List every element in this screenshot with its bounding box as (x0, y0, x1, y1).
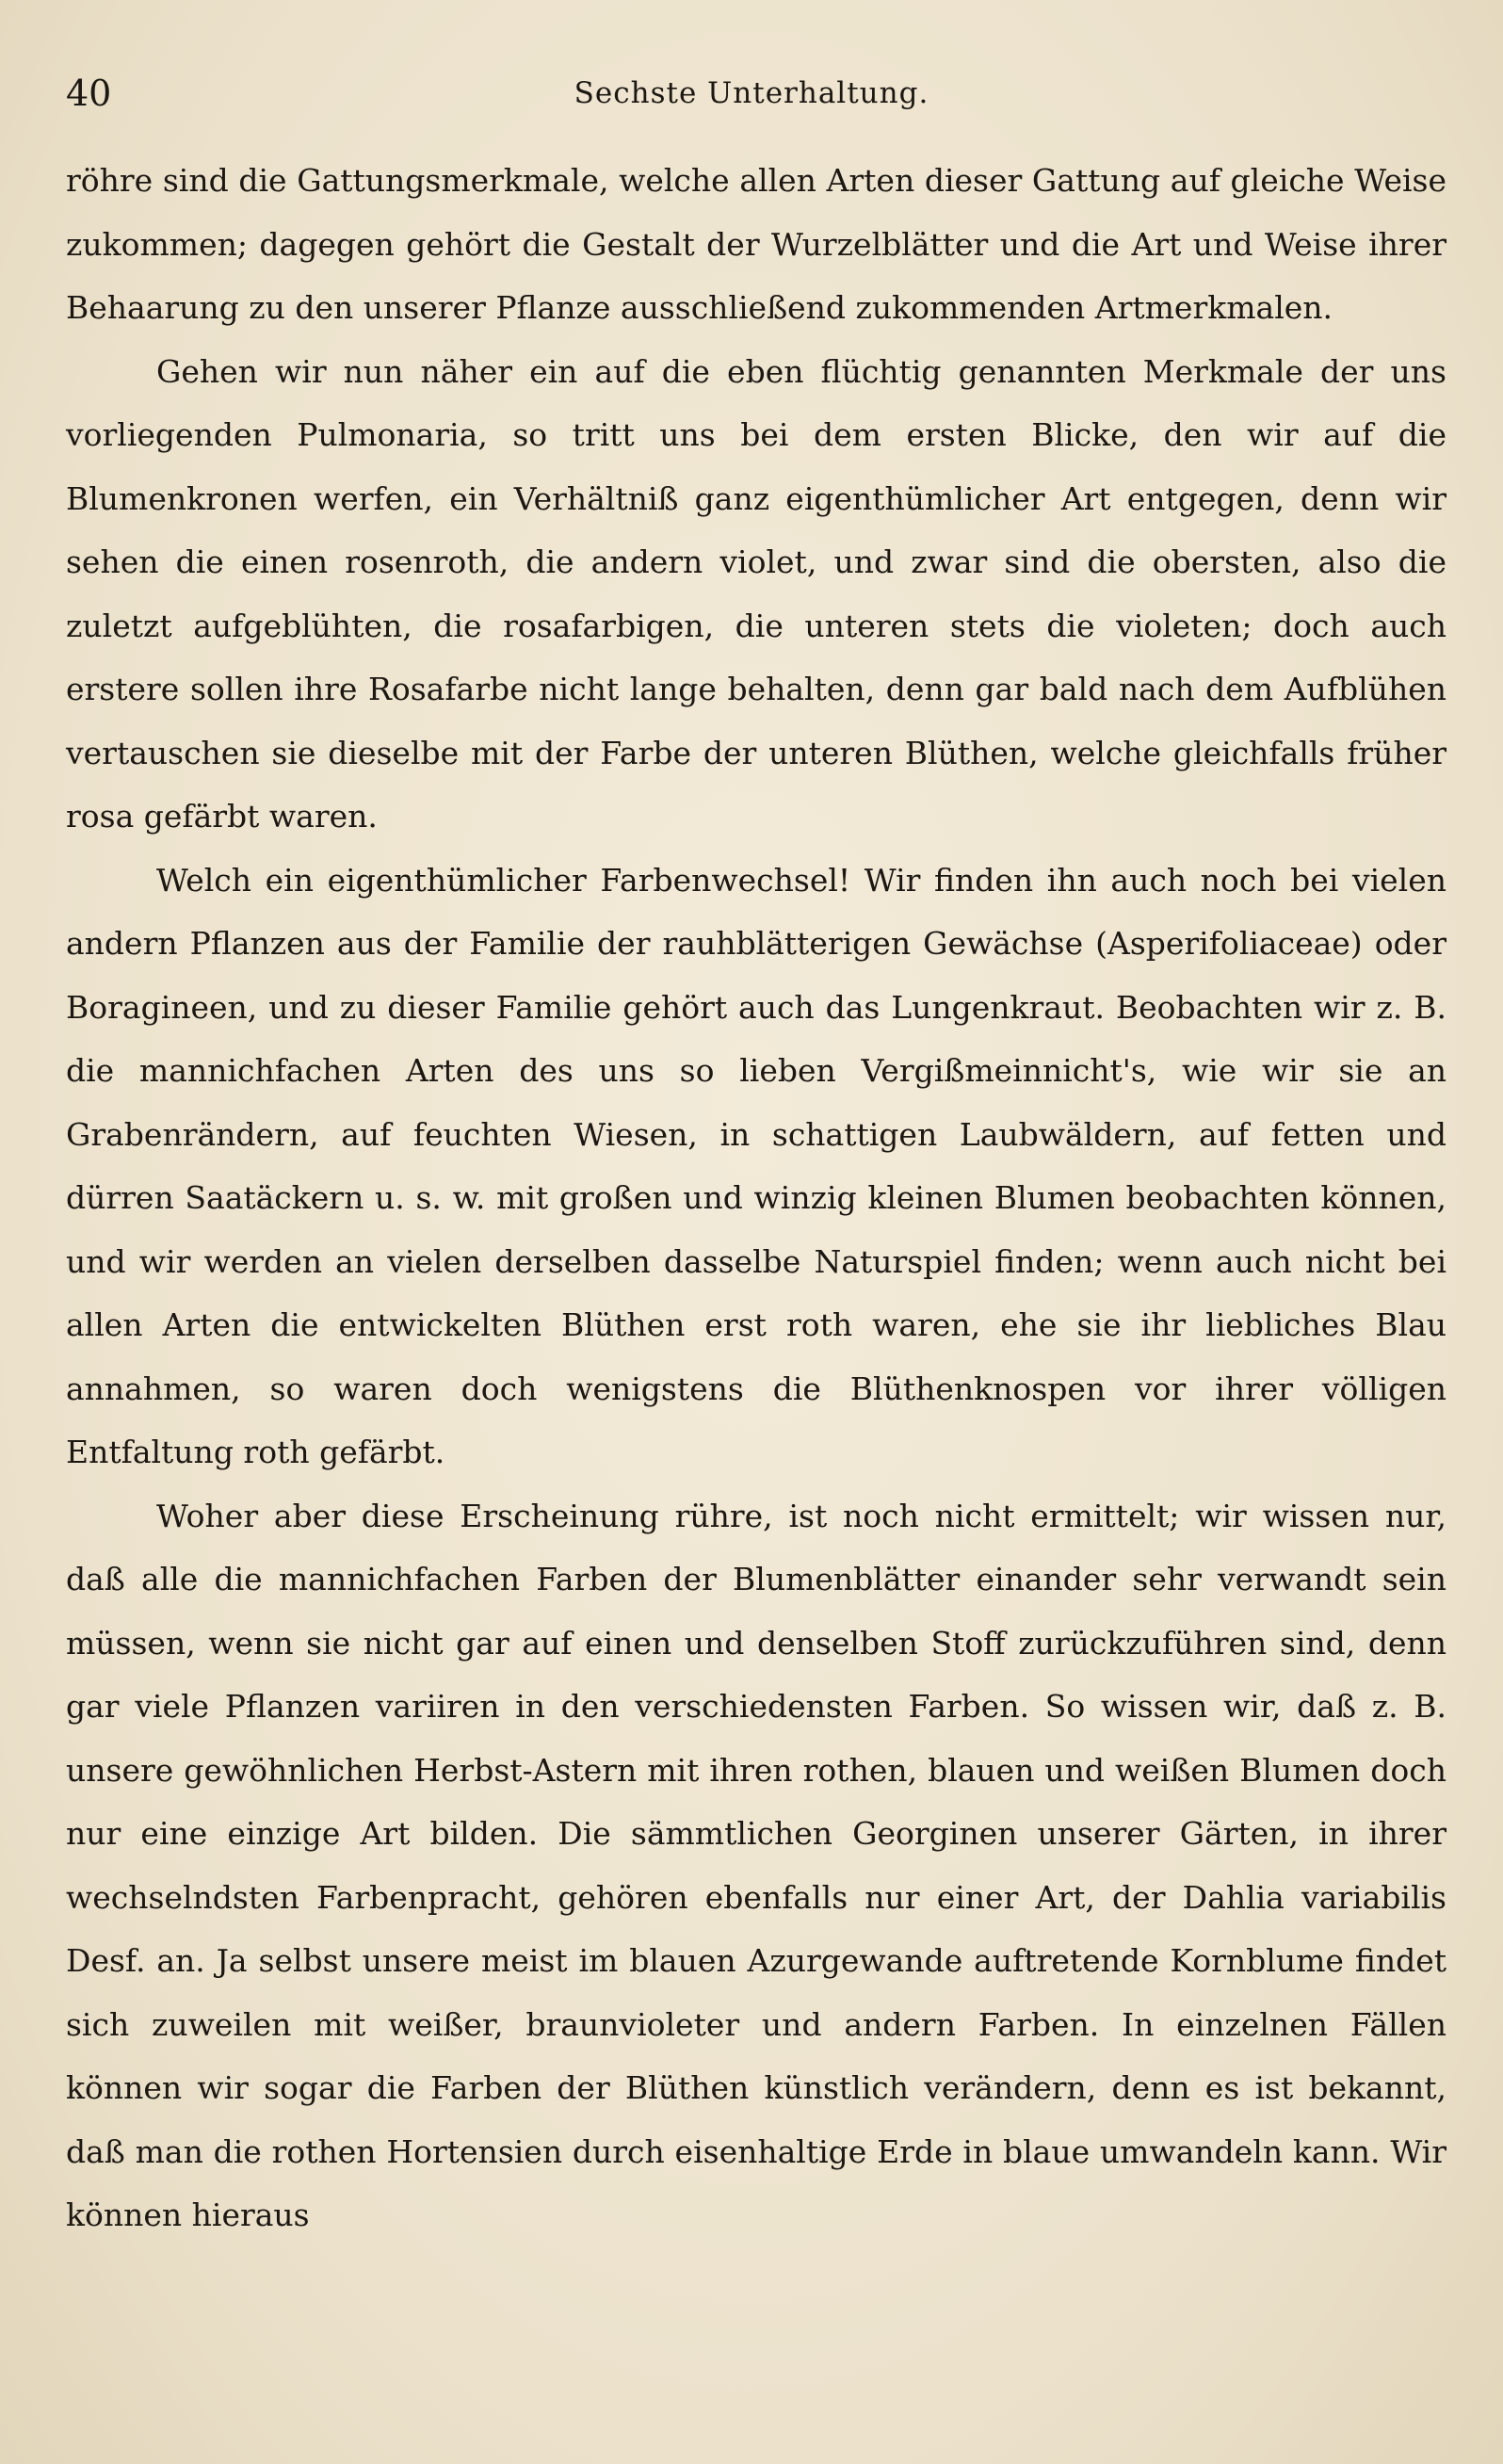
body-text (66, 149, 1446, 2247)
page-header (66, 70, 1437, 117)
paragraph: Woher aber diese Erscheinung rühre, ist noch nicht ermittelt; wir wissen nur, daß alle die mannichfachen Farben der Blumenblätter einander sehr verwandt sein müssen, wenn sie nicht gar auf einen und denselben Stoff zurückzuführen sind, denn gar viele Pflanzen variiren in den verschiedensten Farben. So wissen wir, daß z. B. unsere gewöhnlichen Herbst-Astern mit ihren rothen, blauen und weißen Blumen doch nur eine einzige Art bilden. Die sämmtlichen Georginen unserer Gärten, in ihrer wechselndsten Farbenpracht, gehören ebenfalls nur einer Art, der Dahlia variabilis Desf. an. Ja selbst unsere meist im blauen Azurgewande auftretende Kornblume findet sich zuweilen mit weißer, braunvioleter und andern Farben. In einzelnen Fällen können wir sogar die Farben der Blüthen künstlich verändern, denn es ist bekannt, daß man die rothen Hortensien durch eisenhaltige Erde in blaue umwandeln kann. Wir können hieraus (66, 1497, 1446, 2233)
running-head: Sechste Unterhaltung. (574, 76, 929, 110)
page-number: 40 (66, 73, 112, 114)
paragraph: Welch ein eigenthümlicher Farbenwechsel! Wir finden ihn auch noch bei vielen andern Pflanzen aus der Familie der rauhblätterigen Gewächse (Asperifoliaceae) oder Boragineen, und zu dieser Familie gehört auch das Lungenkraut. Beobachten wir z. B. die mannichfachen Arten des uns so lieben Vergißmeinnicht's, wie wir sie an Grabenrändern, auf feuchten Wiesen, in schattigen Laubwäldern, auf fetten und dürren Saatäckern u. s. w. mit großen und winzig kleinen Blumen beobachten können, und wir werden an vielen derselben dasselbe Naturspiel finden; wenn auch nicht bei allen Arten die entwickelten Blüthen erst roth waren, ehe sie ihr liebliches Blau annahmen, so waren doch wenigstens die Blüthenknospen vor ihrer völligen Entfaltung roth gefärbt. (66, 861, 1446, 1470)
paragraph: Gehen wir nun näher ein auf die eben flüchtig genannten Merkmale der uns vorliegenden Pulmonaria, so tritt uns bei dem ersten Blicke, den wir auf die Blumenkronen werfen, ein Verhältniß ganz eigenthümlicher Art entgegen, denn wir sehen die einen rosenroth, die andern violet, und zwar sind die obersten, also die zuletzt aufgeblühten, die rosafarbigen, die unteren stets die violeten; doch auch erstere sollen ihre Rosafarbe nicht lange behalten, denn gar bald nach dem Aufblühen vertauschen sie dieselbe mit der Farbe der unteren Blüthen, welche gleichfalls früher rosa gefärbt waren. (66, 352, 1446, 835)
paragraph-continuation: röhre sind die Gattungsmerkmale, welche allen Arten dieser Gattung auf gleiche Weise zukommen; dagegen gehört die Gestalt der Wurzelblätter und die Art und Weise ihrer Behaarung zu den unserer Pflanze ausschließend zukommenden Artmerkmalen. (66, 162, 1446, 326)
